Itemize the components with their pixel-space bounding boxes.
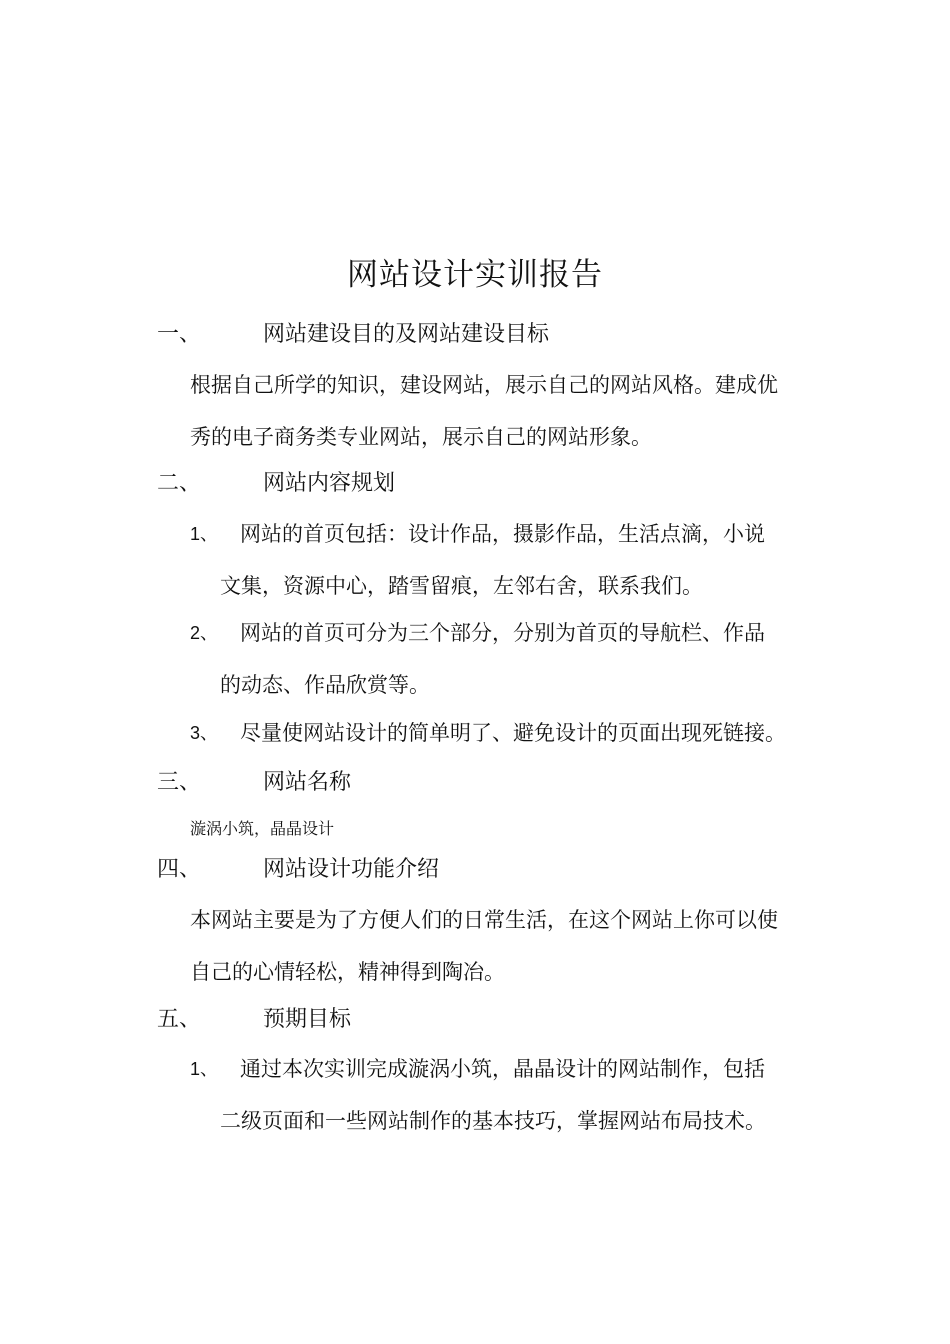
paragraph-line: 根据自己所学的知识，建设网站，展示自己的网站风格。建成优 (190, 373, 778, 397)
paragraph-line: 自己的心情轻松，精神得到陶冶。 (190, 960, 505, 984)
list-item-line: 通过本次实训完成漩涡小筑，晶晶设计的网站制作，包括 (240, 1057, 765, 1081)
list-item (190, 707, 830, 759)
list-item-number: 1、 (190, 1059, 219, 1079)
list-item (190, 1043, 820, 1147)
document-title: 网站设计实训报告 (347, 257, 603, 293)
section-number: 二、 (157, 471, 202, 496)
section-number: 一、 (157, 322, 202, 347)
section-title: 预期目标 (263, 1007, 352, 1032)
section-number: 三、 (157, 770, 202, 795)
list-item (190, 607, 820, 711)
list-item-line: 文集，资源中心，踏雪留痕，左邻右舍，联系我们。 (220, 574, 703, 598)
list-item-number: 1、 (190, 524, 219, 544)
section-paragraph-1 (190, 359, 820, 463)
list-item-number: 3、 (190, 723, 219, 743)
section-number: 四、 (157, 857, 202, 882)
paragraph-line: 秀的电子商务类专业网站，展示自己的网站形象。 (190, 425, 652, 449)
list-item-line: 尽量使网站设计的简单明了、避免设计的页面出现死链接。 (240, 721, 786, 745)
list-item-number: 2、 (190, 623, 219, 643)
list-item-line: 的动态、作品欣赏等。 (220, 673, 430, 697)
section-title: 网站设计功能介绍 (263, 857, 440, 882)
section-text-3: 漩涡小筑，晶晶设计 (190, 819, 335, 838)
section-number: 五、 (157, 1007, 202, 1032)
list-item-line: 二级页面和一些网站制作的基本技巧，掌握网站布局技术。 (220, 1109, 766, 1133)
section-title: 网站内容规划 (263, 471, 396, 496)
section-paragraph-4 (190, 894, 820, 998)
list-item (190, 508, 820, 612)
paragraph-line: 本网站主要是为了方便人们的日常生活，在这个网站上你可以使 (190, 908, 778, 932)
list-item-line: 网站的首页可分为三个部分，分别为首页的导航栏、作品 (240, 621, 765, 645)
list-item-line: 网站的首页包括：设计作品，摄影作品，生活点滴，小说 (240, 522, 765, 546)
section-title: 网站建设目的及网站建设目标 (263, 322, 550, 347)
section-title: 网站名称 (263, 770, 352, 795)
